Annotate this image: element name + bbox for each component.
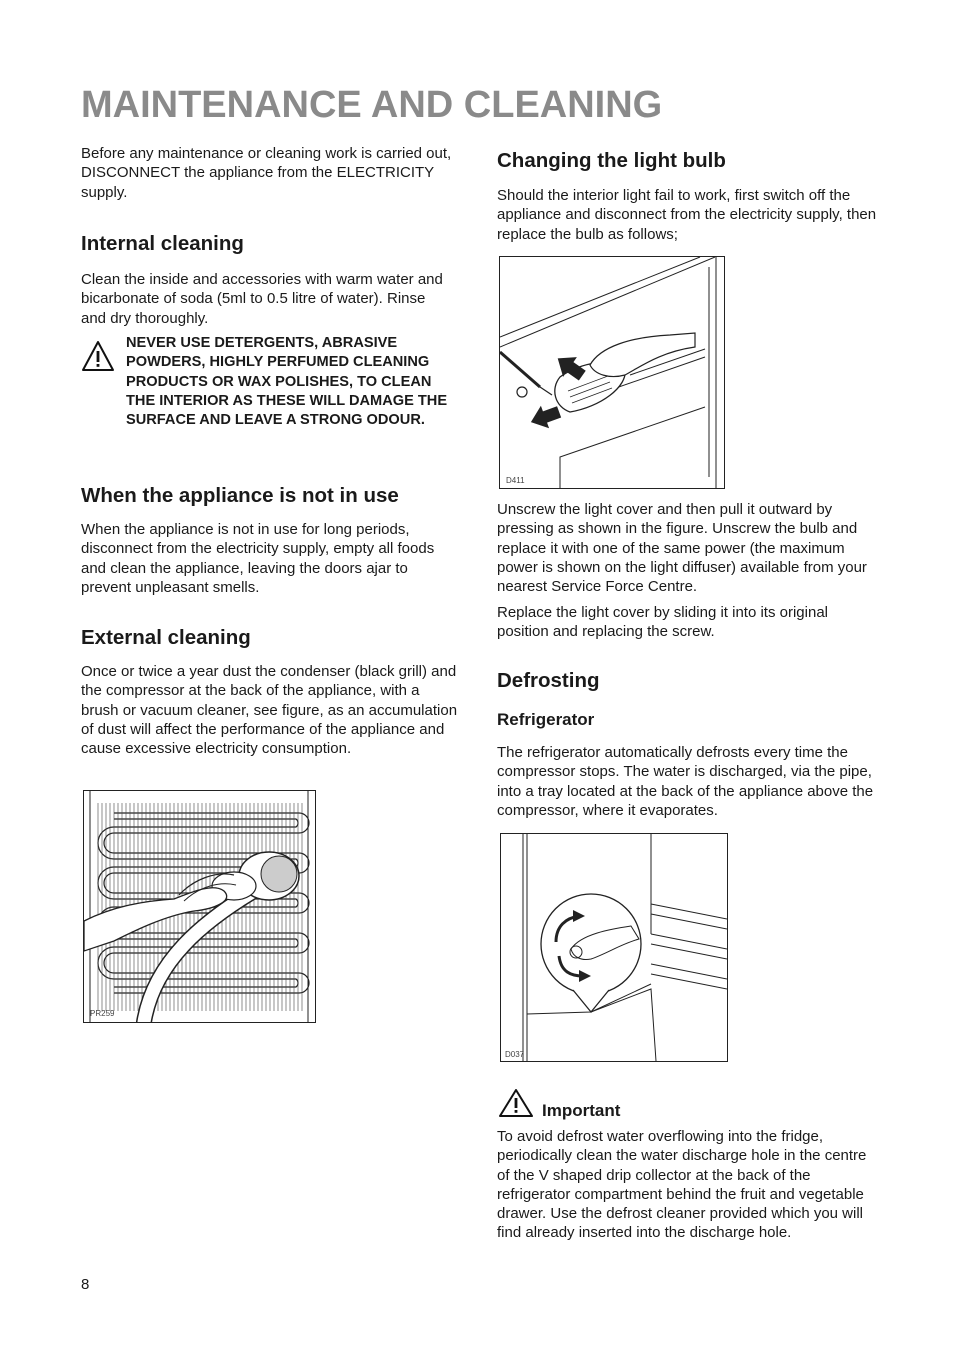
defrosting-heading: Defrosting [497,669,600,692]
intro-text: Before any maintenance or cleaning work is carried out, DISCONNECT the appliance from the ELECTRICITY supply. [81,145,452,201]
light-bulb-figure [499,256,725,489]
drip-collector-figure-label: D037 [505,1050,525,1059]
drip-collector-figure [500,833,728,1062]
condenser-figure-label: PR259 [90,1009,115,1018]
condenser-figure [83,790,316,1023]
light-cover-instructions: Replace the light cover by sliding it into its original position and replacing the screw. [497,604,829,641]
not-in-use-heading: When the appliance is not in use [81,484,399,507]
light-bulb-instructions: Unscrew the light cover and then pull it outward by pressing as shown in the figure. Unscrew the bulb and replace it with one of the same power (the maximum power is shown on the light diffuser) available from your nearest Service Force Centre. [497,501,867,596]
important-warning-icon [498,1088,534,1123]
page-number: 8 [81,1276,90,1293]
not-in-use-text: When the appliance is not in use for long periods, disconnect from the electricity supply, empty all foods and clean the appliance, leaving the doors ajar to prevent unpleasant smells. [81,521,435,596]
internal-cleaning-warning: NEVER USE DETERGENTS, ABRASIVE POWDERS, HIGHLY PERFUMED CLEANING PRODUCTS OR WAX POLISHES, TO CLEAN THE INTERIOR AS THESE WILL DAMAGE THE SURFACE AND LEAVE A STRONG ODOUR. [126,335,448,429]
light-bulb-figure-label: D411 [506,476,525,485]
important-heading: Important [542,1101,621,1120]
page-title: MAINTENANCE AND CLEANING [81,84,663,126]
refrigerator-subheading: Refrigerator [497,710,595,729]
defrosting-text: The refrigerator automatically defrosts every time the compressor stops. The water is discharged, via the pipe, into a tray located at the back of the appliance above the compressor, where it evaporates. [497,744,874,819]
important-text: To avoid defrost water overflowing into the fridge, periodically clean the water discharge hole in the centre of the V shaped drip collector at the back of the refrigerator compartment behind the fruit and vegetable drawer. Use the defrost cleaner provided which you will find already inserted into the discharge hole. [497,1128,867,1242]
light-bulb-heading: Changing the light bulb [497,149,726,172]
warning-icon [81,340,115,377]
external-cleaning-text: Once or twice a year dust the condenser (black grill) and the compressor at the back of the appliance, with a brush or vacuum cleaner, see figure, as an accumulation of dust will affect the performance of the appliance and cause excessive electricity consumption. [81,663,458,758]
external-cleaning-heading: External cleaning [81,626,251,649]
internal-cleaning-text: Clean the inside and accessories with warm water and bicarbonate of soda (5ml to 0.5 litre of water). Rinse and dry thoroughly. [81,271,443,327]
internal-cleaning-heading: Internal cleaning [81,232,244,255]
light-bulb-text: Should the interior light fail to work, first switch off the appliance and disconnect from the electricity supply, then replace the bulb as follows; [497,187,877,243]
